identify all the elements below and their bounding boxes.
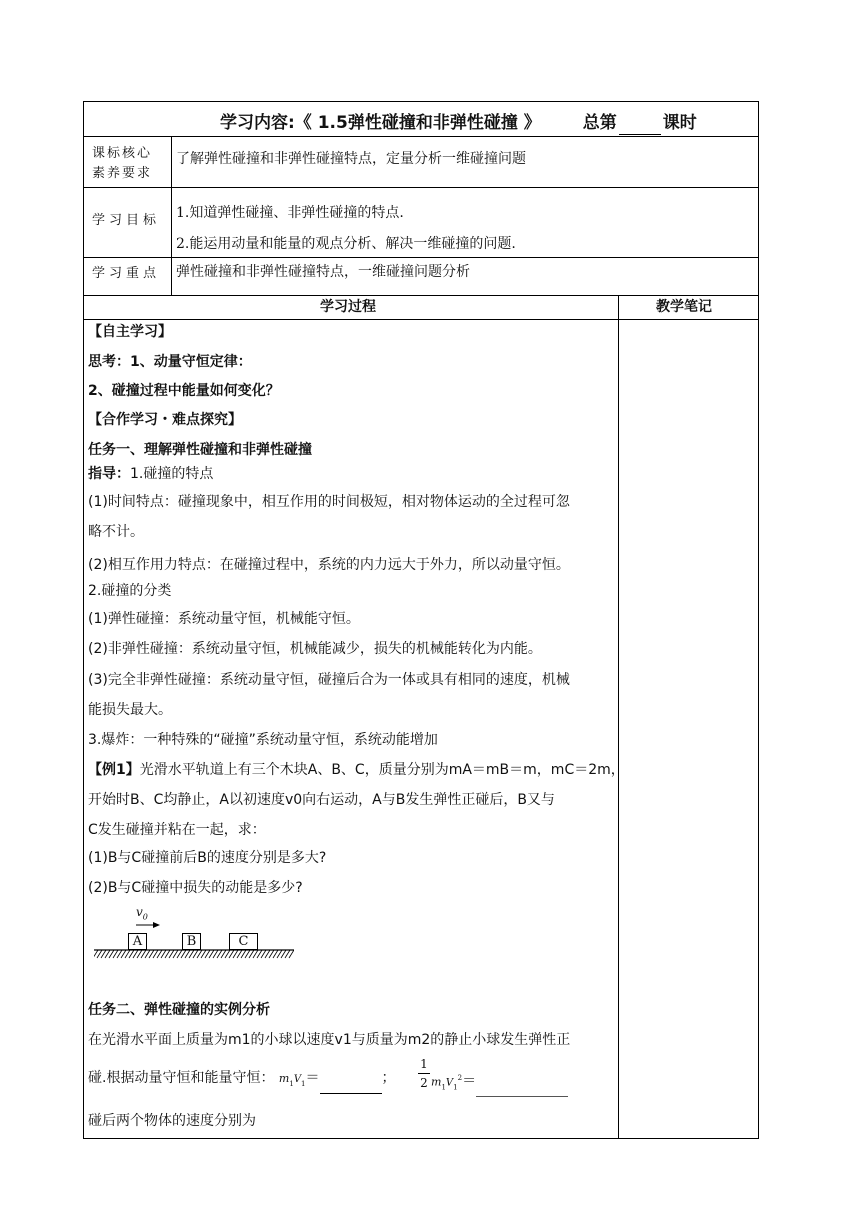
paragraph: (2)非弹性碰撞：系统动量守恒，机械能减少，损失的机械能转化为内能。: [88, 641, 542, 657]
eq2-sub: 1: [441, 1083, 446, 1092]
goal-item-1: 1.知道弹性碰撞、非弹性碰撞的特点.: [176, 205, 404, 221]
label-column-divider: [171, 136, 172, 295]
eq1-m: m: [278, 1072, 290, 1085]
eq2-rest: [431, 1068, 568, 1097]
paragraph: (1)弹性碰撞：系统动量守恒，机械能守恒。: [88, 611, 360, 627]
eq1-v: V: [293, 1074, 302, 1085]
eq2-sub: 1: [453, 1083, 458, 1092]
paragraph: (3)完全非弹性碰撞：系统动量守恒，碰撞后合为一体或具有相同的速度，机械: [88, 672, 570, 688]
row-divider: [84, 136, 758, 137]
eq2-m: m: [431, 1075, 442, 1089]
guide-line: 指导：1.碰撞的特点: [88, 466, 214, 482]
eq2-fraction: [417, 1056, 431, 1100]
section-cooperative: 【合作学习・难点探究】: [88, 412, 242, 428]
eq1-equals: ＝: [305, 1070, 320, 1086]
blocks-figure: [94, 904, 294, 960]
answer-blank[interactable]: [476, 1080, 568, 1097]
track-hatch: [94, 949, 294, 959]
eq2-v: V: [445, 1077, 454, 1089]
goal-label: 学习目标: [92, 213, 161, 228]
subheading: 2.碰撞的分类: [88, 583, 172, 599]
eq1-sub: 1: [289, 1079, 294, 1088]
eq2-equals: ＝: [462, 1073, 477, 1090]
paragraph: 3.爆炸：一种特殊的“碰撞”系统动量守恒，系统动能增加: [88, 732, 438, 748]
paragraph: 略不计。: [88, 524, 144, 540]
goal-item-2: 2.能运用动量和能量的观点分析、解决一维碰撞的问题.: [176, 236, 516, 252]
paragraph: (1)时间特点：碰撞现象中，相互作用的时间极短，相对物体运动的全过程可忽: [88, 494, 570, 510]
task-1-heading: 任务一、理解弹性碰撞和非弹性碰撞: [88, 442, 312, 458]
page-title: 学习内容:《 1.5弹性碰撞和非弹性碰撞 》 总第 课时: [220, 113, 697, 133]
task-2-heading: 任务二、弹性碰撞的实例分析: [88, 1002, 270, 1018]
column-header-notes: 教学笔记: [656, 299, 712, 315]
section-self-study: 【自主学习】: [88, 324, 172, 340]
eq-separator: ；: [381, 1070, 396, 1086]
row-divider: [84, 319, 758, 320]
block-a: A: [128, 933, 147, 950]
row-divider: [84, 295, 758, 296]
velocity-label: $v_0$: [136, 905, 148, 922]
core-label: 课标核心 素养要求: [92, 146, 153, 181]
fraction-numerator: 1: [420, 1057, 428, 1071]
focus-value: 弹性碰撞和非弹性碰撞特点，一维碰撞问题分析: [176, 264, 470, 280]
eq1-sub: 1: [301, 1079, 306, 1088]
row-divider: [84, 257, 758, 258]
equation-line: 碰.根据动量守恒和能量守恒： $m_1V_1=$ ；: [88, 1068, 402, 1094]
notes-column-divider: [618, 295, 619, 1139]
row-divider: [84, 187, 758, 188]
question: (1)B与C碰撞前后B的速度分别是多大?: [88, 850, 327, 866]
column-header-process: 学习过程: [320, 299, 376, 315]
question: (2)B与C碰撞中损失的动能是多少?: [88, 880, 303, 896]
paragraph: 能损失最大。: [88, 702, 172, 718]
example-line: 【例1】光滑水平轨道上有三个木块A、B、C，质量分别为mA＝mB＝m，mC＝2m，: [88, 762, 625, 778]
core-value: 了解弹性碰撞和非弹性碰撞特点，定量分析一维碰撞问题: [176, 151, 526, 167]
eq2-sup: 2: [457, 1074, 463, 1082]
fraction-denominator: 2: [420, 1076, 428, 1090]
example-line: 开始时B、C均静止，A以初速度v0向右运动，A与B发生弹性正碰后，B又与: [88, 792, 555, 808]
paragraph: 在光滑水平面上质量为m1的小球以速度v1与质量为m2的静止小球发生弹性正: [88, 1032, 571, 1048]
block-c: C: [229, 933, 258, 950]
paragraph: 碰后两个物体的速度分别为: [88, 1113, 256, 1129]
answer-blank[interactable]: [320, 1077, 382, 1094]
paragraph: (2)相互作用力特点：在碰撞过程中，系统的内力远大于外力，所以动量守恒。: [88, 557, 570, 573]
think-item-2: 2、碰撞过程中能量如何变化？: [88, 383, 280, 399]
block-b: B: [182, 933, 201, 950]
example-line: C发生碰撞并粘在一起，求：: [88, 822, 266, 838]
think-item-1: 思考：1、动量守恒定律：: [88, 354, 252, 370]
focus-label: 学习重点: [92, 266, 161, 281]
